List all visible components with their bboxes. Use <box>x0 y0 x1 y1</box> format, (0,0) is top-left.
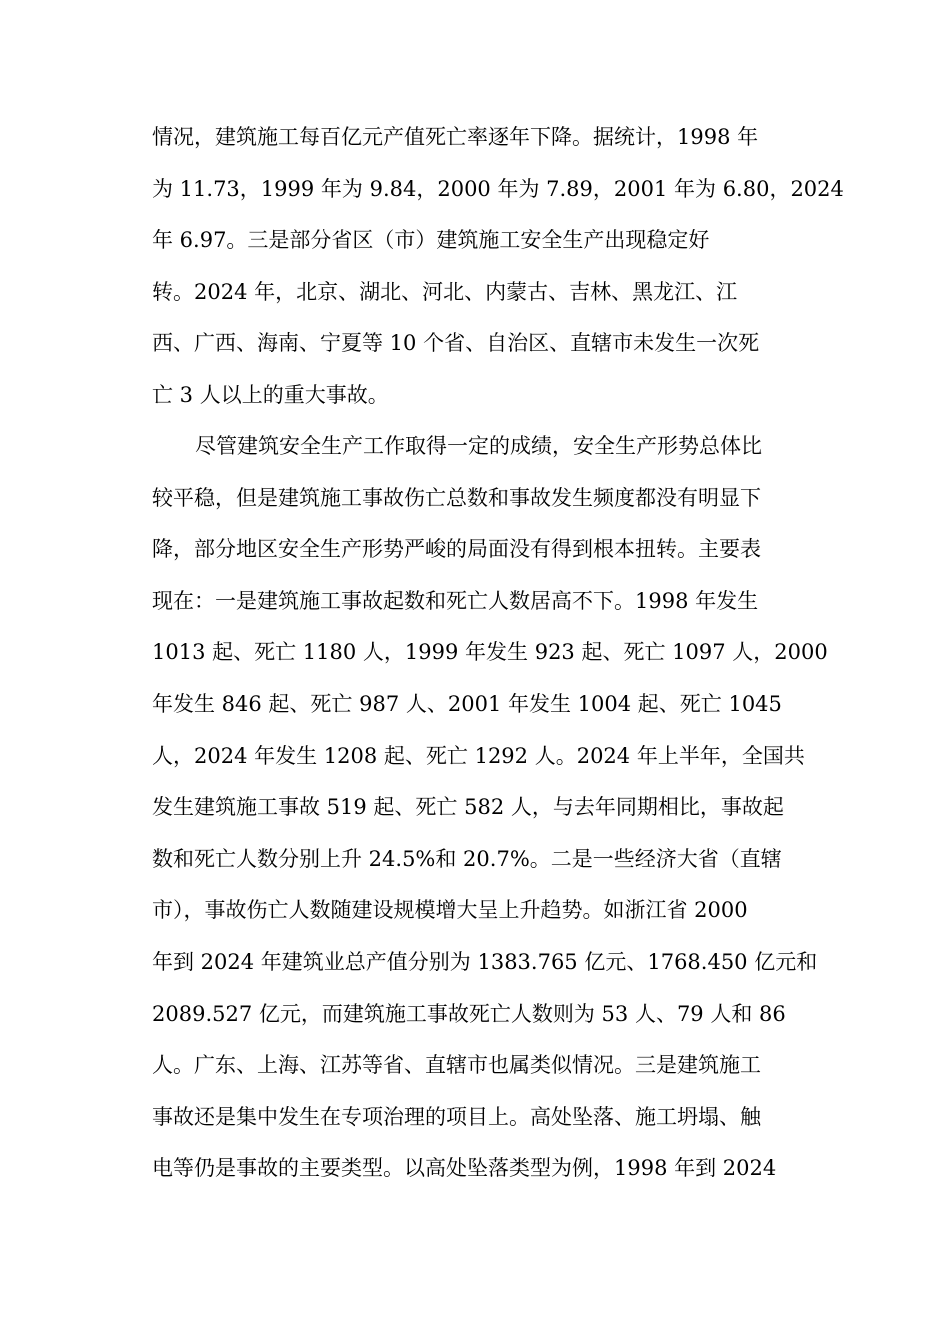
text-line: 事故还是集中发生在专项治理的项目上。高处坠落、施工坍塌、触 <box>152 1104 761 1129</box>
text-line: 年到 2024 年建筑业总产值分别为 1383.765 亿元、1768.450 亿元和 <box>152 949 818 974</box>
text-line: 发生建筑施工事故 519 起、死亡 582 人，与去年同期相比，事故起 <box>152 795 784 820</box>
text-line: 亡 3 人以上的重大事故。 <box>152 382 389 407</box>
text-line: 数和死亡人数分别上升 24.5%和 20.7%。二是一些经济大省（直辖 <box>152 846 782 871</box>
text-line: 西、广西、海南、宁夏等 10 个省、自治区、直辖市未发生一次死 <box>152 331 760 356</box>
text-line: 为 11.73，1999 年为 9.84，2000 年为 7.89，2001 年为 6.80，2024 <box>152 176 844 201</box>
paragraph-1 <box>152 112 844 422</box>
text-line: 年发生 846 起、死亡 987 人、2001 年发生 1004 起、死亡 1045 <box>152 691 782 716</box>
text-line: 情况，建筑施工每百亿元产值死亡率逐年下降。据统计，1998 年 <box>152 125 759 149</box>
text-line: 年 6.97。三是部分省区（市）建筑施工安全生产出现稳定好 <box>152 228 710 253</box>
text-line: 市），事故伤亡人数随建设规模增大呈上升趋势。如浙江省 2000 <box>152 898 748 923</box>
text-line: 电等仍是事故的主要类型。以高处坠落类型为例，1998 年到 2024 <box>152 1156 777 1181</box>
text-line: 尽管建筑安全生产工作取得一定的成绩，安全生产形势总体比 <box>195 434 762 458</box>
text-line: 降，部分地区安全生产形势严峻的局面没有得到根本扭转。主要表 <box>152 537 761 562</box>
text-line: 1013 起、死亡 1180 人，1999 年发生 923 起、死亡 1097 人，2000 <box>152 640 828 665</box>
text-line: 较平稳，但是建筑施工事故伤亡总数和事故发生频度都没有明显下 <box>152 485 761 510</box>
text-line: 现在：一是建筑施工事故起数和死亡人数居高不下。1998 年发生 <box>152 588 759 613</box>
text-line: 转。2024 年，北京、湖北、河北、内蒙古、吉林、黑龙江、江 <box>152 279 738 304</box>
text-line: 2089.527 亿元，而建筑施工事故死亡人数则为 53 人、79 人和 86 <box>152 1001 786 1026</box>
text-line: 人。广东、上海、江苏等省、直辖市也属类似情况。三是建筑施工 <box>152 1053 761 1078</box>
text-line: 人，2024 年发生 1208 起、死亡 1292 人。2024 年上半年，全国共 <box>152 743 805 768</box>
paragraph-2 <box>152 421 828 1195</box>
